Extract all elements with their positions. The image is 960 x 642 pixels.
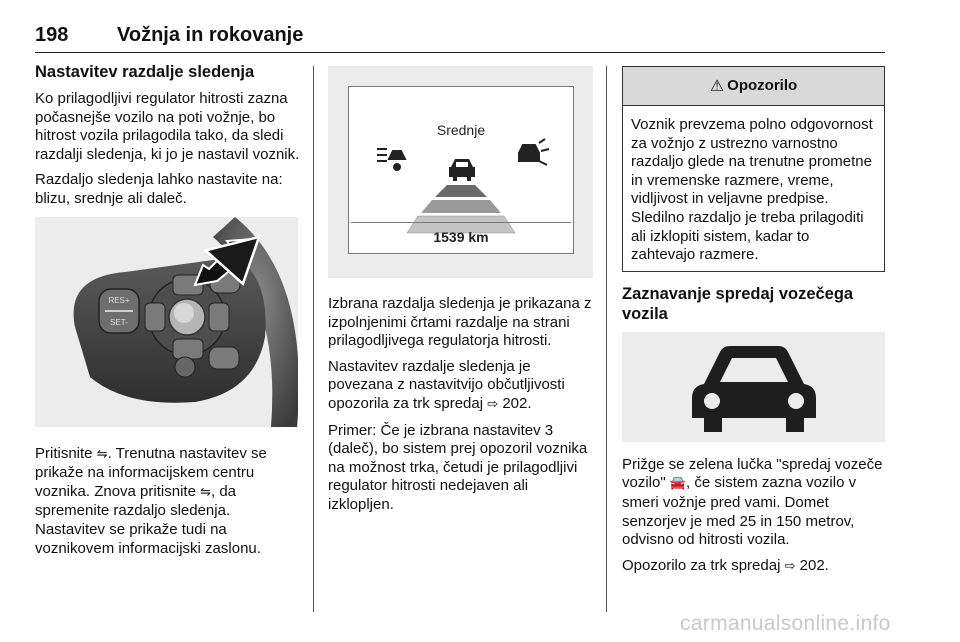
- column-divider: [313, 66, 314, 612]
- steering-wheel-illustration: [35, 217, 298, 427]
- chapter-title: Vožnja in rokovanje: [117, 24, 304, 46]
- paragraph-press-button: Pritisnite ⇋. Trenutna nastavitev se prikaže na informacijskem centru voznika. Znova pritisnite ⇋, da spremenite razdaljo sledenja. Nastavitev se prikaže tudi na voznikovem informacijski zaslonu.: [35, 444, 267, 557]
- page-number: 198: [35, 24, 69, 46]
- adaptive-cruise-icon: [377, 149, 405, 170]
- paragraph-link: Nastavitev razdalje sledenja je povezana z nastavitvijo občutljivosti opozorila za trk spredaj ⇨ 202.: [328, 357, 565, 412]
- warning-text: Voznik prevzema polno odgovornost za vožnjo z ustrezno varnostno razdaljo glede na trenutne prometne in vremenske razmere, vreme, vidljivost in veljavne predpise. Sledilno razdaljo je treba prilagoditi ali izklopiti sistem, kadar to zahtevajo razmere.: [631, 116, 873, 264]
- page-reference[interactable]: 202.: [498, 394, 532, 412]
- res-label: RES+: [108, 295, 130, 305]
- page-reference[interactable]: 202.: [795, 556, 829, 574]
- paragraph-indicator: Prižge se zelena lučka "spredaj vozeče vozilo" 🚘, če sistem zazna vozilo v smeri vožnje pred vami. Domet senzorjev je med 25 in 150 metrov, odvisno od hitrosti vozila.: [622, 455, 883, 549]
- warning-triangle-icon: ⚠: [709, 75, 725, 95]
- collision-alert-icon: [519, 139, 549, 165]
- page-reference-arrow-icon: ⇨: [487, 396, 499, 412]
- display-distance-setting: Srednje: [436, 122, 486, 138]
- section-heading-following-distance: Nastavitev razdalje sledenja: [35, 63, 255, 81]
- column-divider: [606, 66, 607, 612]
- paragraph: Ko prilagodljivi regulator hitrosti zazna počasnejše vozilo na poti vožnje, bo hitrost vozila prilagodila tako, da sledi razdalji sledenja, ki jo je nastavil voznik.: [35, 90, 300, 163]
- paragraph: Razdaljo sledenja lahko nastavite na: blizu, srednje ali daleč.: [35, 171, 283, 207]
- vehicle-ahead-indicator-illustration: [622, 332, 885, 442]
- vehicle-ahead-small-icon: 🚘: [669, 476, 687, 492]
- paragraph: Primer: Če je izbrana nastavitev 3 (daleč), bo sistem prej opozoril voznika na možnost trka, četudi je prilagodljivi regulator hitrosti nedejaven ali izklopljen.: [328, 421, 588, 513]
- display-odometer: 1539 km: [433, 229, 489, 245]
- following-distance-icon: ⇋: [200, 484, 211, 500]
- display-screen: [348, 86, 574, 254]
- distance-bar-2: [421, 200, 501, 213]
- page-reference-arrow-icon: ⇨: [784, 558, 796, 574]
- display-divider: [351, 222, 571, 223]
- following-distance-icon: ⇋: [96, 446, 108, 462]
- distance-bar-1: [435, 185, 487, 197]
- section-heading-vehicle-ahead: Zaznavanje spredaj vozečega vozila: [622, 284, 854, 323]
- vehicle-ahead-large-icon: [692, 346, 816, 432]
- warning-header: [623, 67, 884, 106]
- paragraph-link: Opozorilo za trk spredaj ⇨ 202.: [622, 556, 829, 574]
- driver-info-display-illustration: [328, 66, 593, 278]
- page-header: [35, 24, 885, 53]
- column-1: [35, 62, 303, 565]
- warning-title: Opozorilo: [727, 76, 798, 94]
- paragraph: Izbrana razdalja sledenja je prikazana z izpolnjenimi črtami razdalje na strani prilagodljivega regulatorja hitrosti.: [328, 295, 592, 350]
- watermark: carmanualsonline.info: [680, 612, 891, 635]
- warning-box: [622, 66, 885, 272]
- set-label: SET-: [110, 317, 128, 327]
- column-3: [622, 66, 885, 583]
- vehicle-ahead-icon: [449, 159, 475, 181]
- column-2: [328, 66, 593, 522]
